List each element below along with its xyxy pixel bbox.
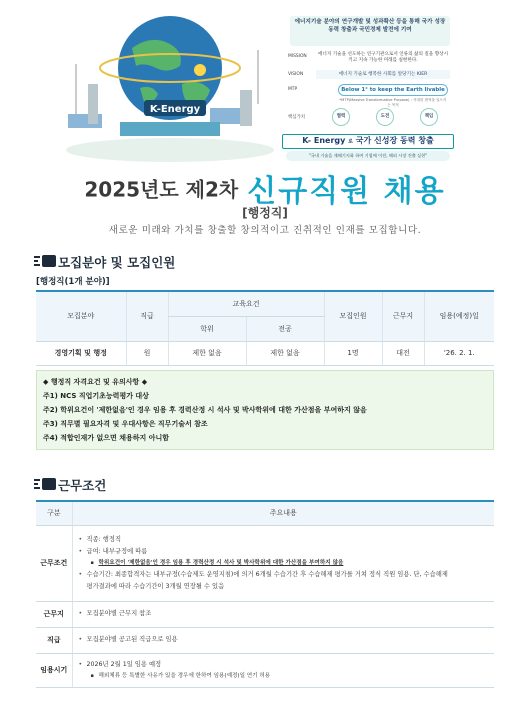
cell-field: 경영기획 및 행정 <box>36 341 126 365</box>
notice-item: 주2) 학위요건이 '제한없음'인 경우 임용 후 경력산정 시 석사 및 박사학위에 대한 가산점을 부여하지 않음 <box>43 406 367 414</box>
cell-location: 대전 <box>382 341 424 365</box>
col-date: 임용(예정)일 <box>424 291 494 341</box>
title-prefix: 2025년도 제2차 <box>84 177 239 202</box>
list-item: • 모집분야별 근무지 참조 <box>79 608 489 620</box>
notice-box <box>36 370 494 450</box>
label-mission: MISSION <box>288 54 307 59</box>
job-category: [행정직] <box>242 206 288 220</box>
notice-item: 주4) 적합인재가 없으면 채용하지 아니함 <box>43 434 170 442</box>
cell-grade: 원 <box>126 341 168 365</box>
table-row <box>36 341 494 365</box>
slogan-particle: 로 <box>348 139 353 145</box>
row-content <box>72 627 494 653</box>
col-major: 전공 <box>246 316 324 341</box>
vision-text: 에너지 기술로 행복한 사회를 앞당기는 KIER <box>316 70 450 79</box>
recruit-table <box>36 290 494 366</box>
cell-degree: 제한 없음 <box>168 341 246 365</box>
value-badge: 책임 <box>420 108 438 126</box>
col-content: 주요내용 <box>72 501 494 525</box>
col-edu: 교육요건 <box>168 291 324 316</box>
row-content <box>72 525 494 601</box>
section-title: 모집분야 및 모집인원 <box>58 255 176 270</box>
row-category: 근무지 <box>36 601 72 627</box>
row-content <box>72 601 494 627</box>
hero-banner <box>0 0 530 168</box>
intro-text: 새로운 미래와 가치를 창출할 창의적이고 진취적인 인재를 모집합니다. <box>108 225 422 236</box>
slogan-sub: "국내 기술을 재해기지화 하여 기업에 이전, 해외 시장 진출 실현" <box>286 151 450 161</box>
mission-text: 에너지 기술을 선도하는 연구기관으로서 인류의 삶의 질을 향상시키고 지속 가능한 미래를 실현한다. <box>317 52 449 63</box>
list-item-continued: 평가결과에 따라 수습기간이 3개월 연장될 수 있음 <box>86 582 225 590</box>
cell-major: 제한 없음 <box>246 341 324 365</box>
section-bar-icon <box>34 477 56 491</box>
list-item: • 2026년 2월 1일 임용 예정 <box>79 659 489 671</box>
notice-item: 주1) NCS 직업기초능력평가 대상 <box>43 392 149 400</box>
banner-logo: K-Energy <box>149 104 201 115</box>
cell-count: 1명 <box>324 341 382 365</box>
list-subitem: ▪ 학위요건이 '제한없음'인 경우 임용 후 경력산정 시 석사 및 박사학위에 대한 가산점을 부여하지 않음 <box>79 558 489 569</box>
table-row <box>36 627 494 653</box>
list-item: • 직종: 행정직 <box>79 534 489 546</box>
goal-text: Below 1° to keep the Earth livable <box>338 84 448 96</box>
value-badge: 협력 <box>332 108 350 126</box>
table-row <box>36 653 494 687</box>
value-badge: 도전 <box>376 108 394 126</box>
label-goal: MTP <box>288 87 298 92</box>
col-degree: 학위 <box>168 316 246 341</box>
label-vision: VISION <box>288 72 304 77</box>
list-item: • 급여: 내부규정에 따름 <box>79 546 489 558</box>
title-main: 신규직원 채용 <box>247 174 446 209</box>
goal-note: *MTP(Massive Transformative Purpose) : 거대한 변혁을 일으키는 목적 <box>339 98 447 107</box>
list-item: • 수습기간: 최종합격자는 내부규정(수습제도 운영지침)에 의거 6개월 수습기간 후 수습해제 평가를 거쳐 정식 직원 임용. 단, 수습해제 <box>79 569 489 581</box>
table-row <box>36 601 494 627</box>
notice-item: 주3) 직무별 필요자격 및 우대사항은 직무기술서 참조 <box>43 420 208 428</box>
row-category: 직급 <box>36 627 72 653</box>
vision-panel <box>282 12 454 162</box>
row-category: 근무조건 <box>36 525 72 601</box>
col-location: 근무지 <box>382 291 424 341</box>
notice-title: ◆ 행정직 자격요건 및 유의사항 ◆ <box>43 378 148 386</box>
slogan <box>282 134 454 149</box>
row-category: 임용시기 <box>36 653 72 687</box>
section-title: 근무조건 <box>58 478 107 493</box>
banner-headline: 에너지기술 분야의 연구개발 및 성과확산 등을 통해 국가 성장동력 창출과 국민경제 발전에 기여 <box>290 16 450 46</box>
col-grade: 직급 <box>126 291 168 341</box>
core-values <box>326 108 446 130</box>
sub-label: [행정직(1개 분야)] <box>36 277 110 287</box>
slogan-k: K- Energy <box>302 136 346 145</box>
table-row <box>36 525 494 601</box>
section-bar-icon <box>34 254 56 268</box>
globe-illustration <box>60 4 280 164</box>
cell-date: '26. 2. 1. <box>424 341 494 365</box>
slogan-rest: 국가 신성장 동력 창출 <box>355 136 434 145</box>
list-item: • 모집분야별 공고된 직급으로 임용 <box>79 634 489 646</box>
col-field: 모집분야 <box>36 291 126 341</box>
row-content <box>72 653 494 687</box>
conditions-table <box>36 500 494 688</box>
label-values: 핵심가치 <box>288 115 305 120</box>
col-count: 모집인원 <box>324 291 382 341</box>
list-subitem: ▪ 해외체류 등 특별한 사유가 있을 경우에 한하여 임용(예정)일 연기 허용 <box>79 671 489 682</box>
col-category: 구분 <box>36 501 72 525</box>
